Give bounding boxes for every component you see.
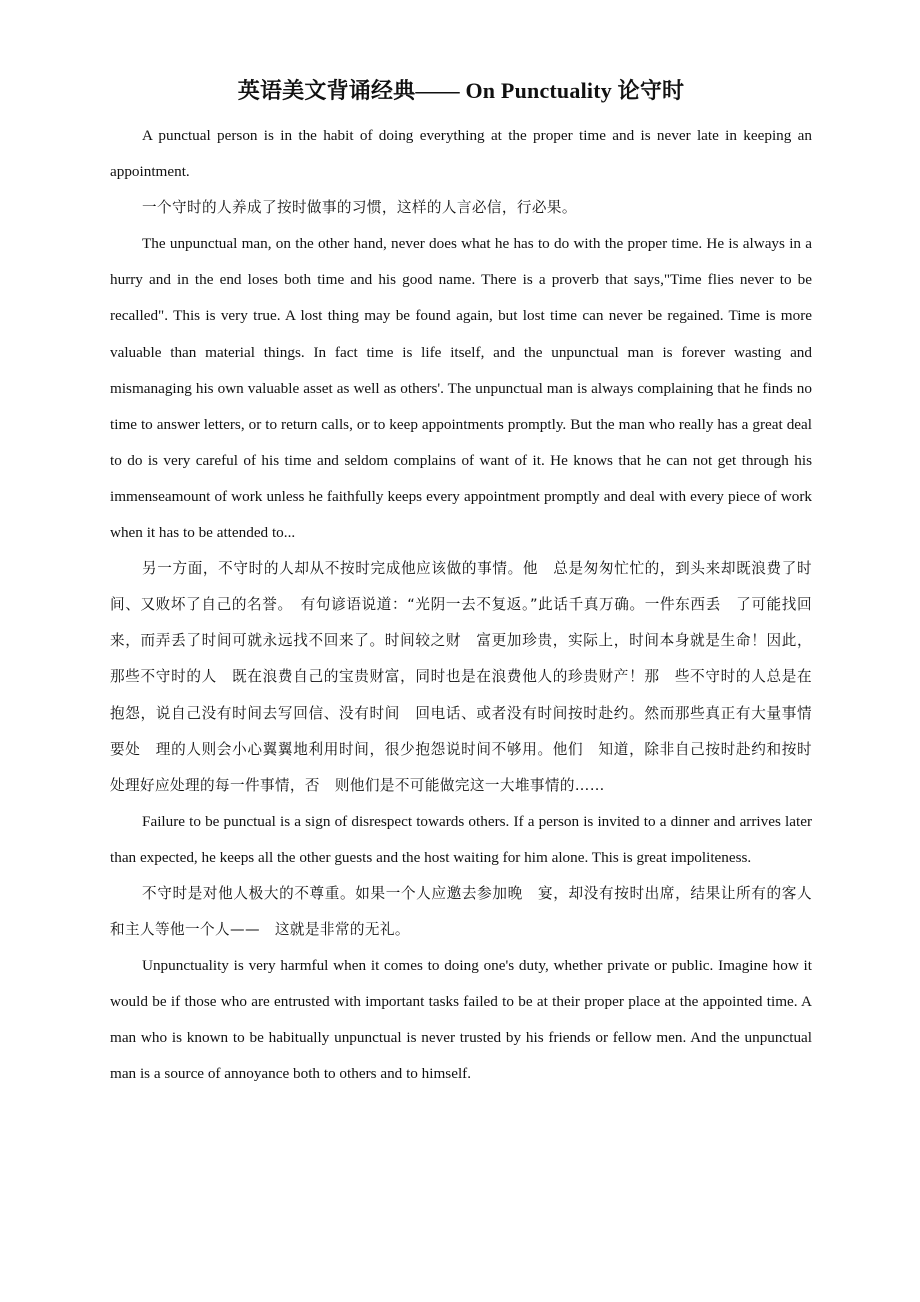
paragraph-en-1: A punctual person is in the habit of doing everything at the proper time and is never late in keeping an appointment. bbox=[110, 127, 812, 181]
paragraph-en-3: Failure to be punctual is a sign of disrespect towards others. If a person is invited to a dinner and arrives later than expected, he keeps all the other guests and the host waiting for him alone. This is great impoliteness. bbox=[110, 812, 812, 866]
paragraph-zh-1: 一个守时的人养成了按时做事的习惯，这样的人言必信，行必果。 bbox=[142, 199, 577, 217]
paragraph-en-4: Unpunctuality is very harmful when it comes to doing one's duty, whether private or public. Imagine how it would be if those who are entrusted with important tasks failed to be at their proper place at the appointed time. A man who is known to be habitually unpunctual is never trusted by his friends or fellow men. And the unpunctual man is a source of annoyance both to others and to himself. bbox=[110, 957, 812, 1083]
paragraph-zh-3: 不守时是对他人极大的不尊重。如果一个人应邀去参加晚 宴，却没有按时出席，结果让所有的客人和主人等他一个人—— 这就是非常的无礼。 bbox=[110, 884, 812, 939]
paragraph-en-2: The unpunctual man, on the other hand, never does what he has to do with the proper time. He is always in a hurry and in the end loses both time and his good name. There is a proverb that says,"Time flies never to be recalled". This is very true. A lost thing may be found again, but lost time can never be regained. Time is more valuable than material things. In fact time is life itself, and the unpunctual man is forever wasting and mismanaging his own valuable asset as well as others'. The unpunctual man is always complaining that he finds no time to answer letters, or to return calls, or to keep appointments promptly. But the man who really has a great deal to do is very careful of his time and seldom complains of want of it. He knows that he can not get through his immenseamount of work unless he faithfully keeps every appointment promptly and deal with every piece of work when it has to be attended to... bbox=[110, 235, 812, 542]
paragraph-zh-2: 另一方面，不守时的人却从不按时完成他应该做的事情。他 总是匆匆忙忙的，到头来却既浪费了时间、又败坏了自己的名誉。 有句谚语说道：“光阴一去不复返。”此话千真万确。一件东西丢 了可能找回来，而弄丢了时间可就永远找不回来了。时间较之财 富更加珍贵，实际上，时间本身就是生命！因此，那些不守时的人 既在浪费自己的宝贵财富，同时也是在浪费他人的珍贵财产！那 些不守时的人总是在抱怨，说自己没有时间去写回信、没有时间 回电话、或者没有时间按时赴约。然而那些真正有大量事情要处 理的人则会小心翼翼地利用时间，很少抱怨说时间不够用。他们 知道，除非自己按时赴约和按时处理好应处理的每一件事情，否 则他们是不可能做完这一大堆事情的…… bbox=[110, 560, 812, 794]
document-title: 英语美文背诵经典—— On Punctuality 论守时 bbox=[237, 78, 685, 103]
